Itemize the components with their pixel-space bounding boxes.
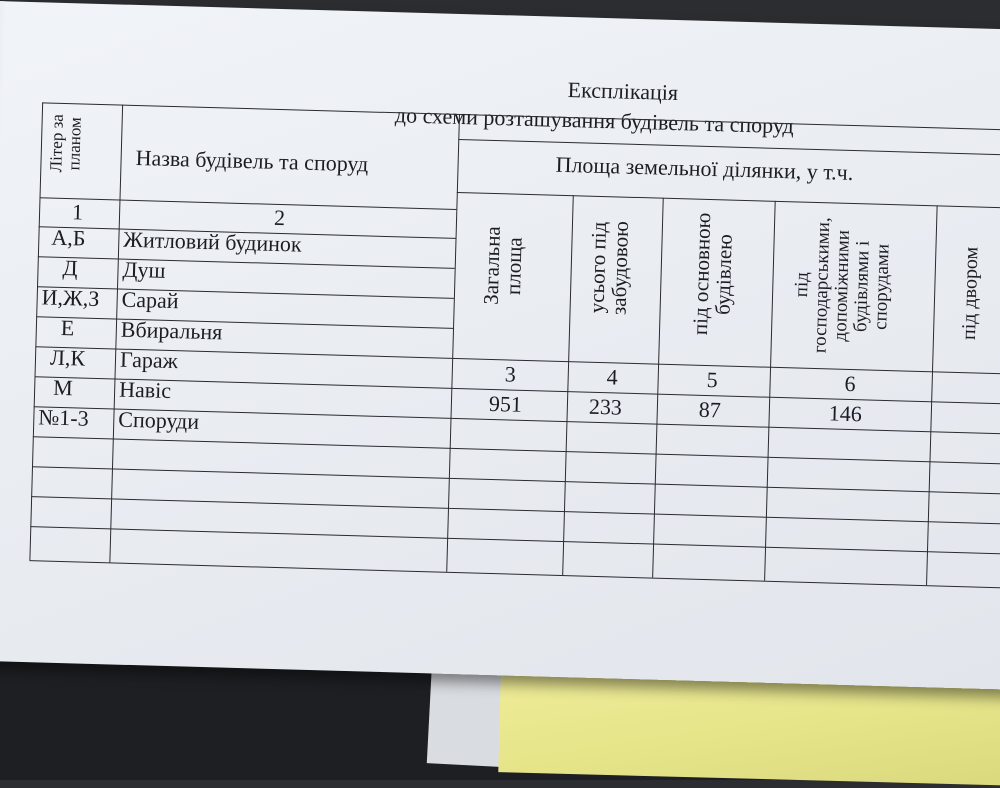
total-area-header: Загальна площа <box>478 225 527 306</box>
divider-aux-yard <box>926 205 938 585</box>
aux-buildings-header: під господарськими, допоміжними будівлями і спорудами <box>791 216 894 354</box>
letter-column-header: Літер за планом <box>46 113 85 173</box>
table-bottom-border <box>29 560 1000 589</box>
main-building-area-value: 87 <box>698 396 722 423</box>
row-letter: Л,К <box>49 344 86 371</box>
main-building-header: під основною будівлею <box>687 212 737 336</box>
row-letter: А,Б <box>51 224 86 251</box>
row-letter: №1-3 <box>38 404 90 431</box>
document-subtitle: до схеми розташування будівель та споруд <box>394 102 795 139</box>
column-number-3: 3 <box>504 361 517 387</box>
row-line <box>31 496 1000 525</box>
column-number-1: 1 <box>71 199 84 225</box>
aux-buildings-area-value: 146 <box>828 400 863 427</box>
row-name: Сарай <box>121 286 180 314</box>
row-letter: Е <box>60 314 75 341</box>
row-letter: М <box>52 374 74 401</box>
total-area-value: 951 <box>488 390 523 417</box>
yard-header-partial: під двором <box>957 246 983 341</box>
row-line <box>36 316 453 329</box>
header-bottom-line <box>39 197 456 210</box>
divider-name-area <box>446 114 460 572</box>
row-line <box>32 466 1000 495</box>
divider-total-built <box>562 195 574 575</box>
column-number-5: 5 <box>706 367 719 393</box>
table-left-border <box>29 102 43 560</box>
area-group-header: Площа земельної ділянки, у т.ч. <box>555 151 854 186</box>
area-group-divider <box>458 139 1000 157</box>
name-column-header: Назва будівель та споруд <box>135 144 369 177</box>
row-line <box>33 436 1000 465</box>
column-number-2: 2 <box>273 204 286 231</box>
built-area-value: 233 <box>588 393 623 420</box>
built-area-header: усього під забудовою <box>584 220 634 316</box>
column-number-6: 6 <box>844 370 856 397</box>
divider-built-main <box>652 198 664 578</box>
row-letter: Д <box>62 254 78 281</box>
column-number-4: 4 <box>606 364 619 390</box>
row-name: Споруди <box>118 406 200 434</box>
row-line <box>30 526 1000 555</box>
divider-main-aux <box>764 201 776 581</box>
row-name: Душ <box>122 256 166 283</box>
row-line <box>38 256 455 269</box>
page-fold-shadow <box>0 0 5 661</box>
row-name: Гараж <box>119 346 179 374</box>
row-name: Навіс <box>118 376 172 404</box>
row-name: Вбиральня <box>120 316 223 345</box>
row-name: Житловий будинок <box>123 226 303 257</box>
document-title: Експлікація <box>567 77 679 106</box>
row-letter: И,Ж,З <box>41 284 100 312</box>
